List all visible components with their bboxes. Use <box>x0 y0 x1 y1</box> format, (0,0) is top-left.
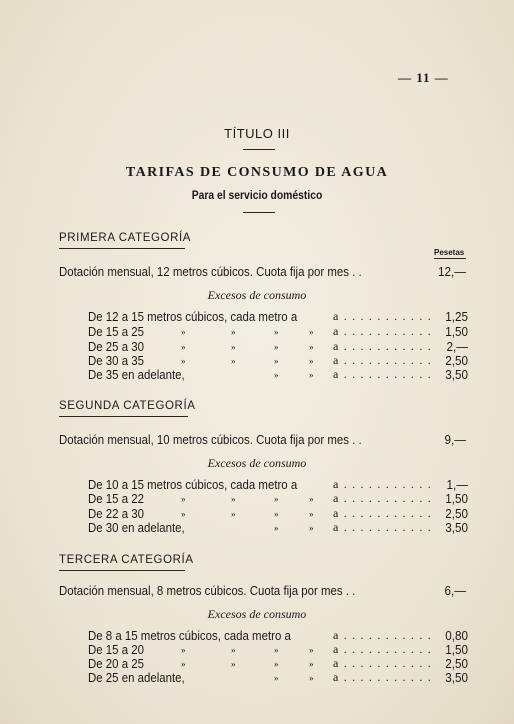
ditto-mark: » <box>274 673 279 683</box>
ditto-mark: » <box>231 342 236 352</box>
ditto-mark: » <box>231 645 236 655</box>
category-3-dotacion: Dotación mensual, 8 metros cúbicos. Cuota fija por mes . . <box>59 583 356 598</box>
ditto-mark: » <box>274 494 279 504</box>
leader-dots: a . . . . . . . . . . . <box>333 656 432 670</box>
ditto-mark: » <box>309 523 314 533</box>
ditto-mark: » <box>274 523 279 533</box>
category-2-excesos-label: Excesos de consumo <box>207 456 307 470</box>
leader-dots: a . . . . . . . . . . . <box>333 642 432 656</box>
rate-row-value: 2,50 <box>445 656 468 671</box>
rate-row-value: 1,25 <box>445 309 468 324</box>
ditto-mark: » <box>309 342 314 352</box>
rate-row-label: De 15 a 22 <box>88 491 144 506</box>
leader-dots: a . . . . . . . . . . . <box>333 506 432 520</box>
category-1-dotacion-value: 12,— <box>438 264 466 279</box>
category-3-dotacion-value: 6,— <box>444 583 466 598</box>
ditto-mark: » <box>309 370 314 380</box>
ditto-mark: » <box>309 673 314 683</box>
ditto-mark: » <box>181 494 186 504</box>
leader-dots: a . . . . . . . . . . . <box>333 491 432 505</box>
page-heading: TARIFAS DE CONSUMO DE AGUA <box>125 165 389 180</box>
title-number: TÍTULO III <box>224 126 290 141</box>
rate-row-value: 1,50 <box>445 324 468 339</box>
category-2-title: SEGUNDA CATEGORÍA <box>59 400 196 412</box>
rate-row-label: De 12 a 15 metros cúbicos, cada metro a <box>88 309 298 324</box>
category-2-underline <box>59 416 188 417</box>
rate-row-label: De 15 a 25 <box>88 324 144 339</box>
category-2-dotacion-value: 9,— <box>444 432 466 447</box>
leader-dots: a . . . . . . . . . . . <box>333 477 432 491</box>
ditto-mark: » <box>274 327 279 337</box>
page-subheading: Para el servicio doméstico <box>191 190 323 202</box>
leader-dots: a . . . . . . . . . . . <box>333 367 432 381</box>
rate-row-value: 0,80 <box>445 628 468 643</box>
ditto-mark: » <box>274 509 279 519</box>
category-1-excesos-label: Excesos de consumo <box>207 288 307 302</box>
rate-row-label: De 25 a 30 <box>88 339 144 354</box>
category-3-underline <box>59 570 185 571</box>
category-1-title: PRIMERA CATEGORÍA <box>59 232 192 244</box>
ditto-mark: » <box>274 356 279 366</box>
category-1-underline <box>59 248 185 249</box>
ditto-mark: » <box>274 370 279 380</box>
ditto-mark: » <box>274 342 279 352</box>
rate-row-label: De 25 en adelante, <box>88 670 185 685</box>
ditto-mark: » <box>274 645 279 655</box>
ditto-mark: » <box>309 327 314 337</box>
rate-row-label: De 30 en adelante, <box>88 520 185 535</box>
category-2-dotacion: Dotación mensual, 10 metros cúbicos. Cuota fija por mes . . <box>59 432 362 447</box>
category-3-title: TERCERA CATEGORÍA <box>59 554 194 566</box>
ditto-mark: » <box>274 659 279 669</box>
subheading-underline <box>243 212 275 213</box>
ditto-mark: » <box>231 494 236 504</box>
rate-row-label: De 35 en adelante, <box>88 367 185 382</box>
unit-label: Pesetas <box>434 248 465 257</box>
ditto-mark: » <box>181 659 186 669</box>
ditto-mark: » <box>231 659 236 669</box>
leader-dots: a . . . . . . . . . . . <box>333 628 432 642</box>
rate-row-value: 2,50 <box>445 506 468 521</box>
ditto-mark: » <box>309 659 314 669</box>
rate-row-value: 3,50 <box>445 520 468 535</box>
leader-dots: a . . . . . . . . . . . <box>333 339 432 353</box>
leader-dots: a . . . . . . . . . . . <box>333 670 432 684</box>
page-number: — 11 — <box>398 70 449 85</box>
category-1-dotacion: Dotación mensual, 12 metros cúbicos. Cuota fija por mes . . <box>59 264 362 279</box>
rate-row-label: De 15 a 20 <box>88 642 144 657</box>
ditto-mark: » <box>181 645 186 655</box>
rate-row-value: 3,50 <box>445 367 468 382</box>
rate-row-value: 1,50 <box>445 642 468 657</box>
rate-row-label: De 22 a 30 <box>88 506 144 521</box>
leader-dots: a . . . . . . . . . . . <box>333 309 432 323</box>
ditto-mark: » <box>181 509 186 519</box>
leader-dots: a . . . . . . . . . . . <box>333 324 432 338</box>
ditto-mark: » <box>309 645 314 655</box>
unit-underline <box>434 258 466 259</box>
rate-row-label: De 10 a 15 metros cúbicos, cada metro a <box>88 477 298 492</box>
rate-row-value: 1,50 <box>445 491 468 506</box>
ditto-mark: » <box>231 327 236 337</box>
ditto-mark: » <box>309 494 314 504</box>
leader-dots: a . . . . . . . . . . . <box>333 353 432 367</box>
rate-row-value: 3,50 <box>445 670 468 685</box>
rate-row-value: 1,— <box>446 477 468 492</box>
rate-row-value: 2,— <box>446 339 468 354</box>
title-underline <box>243 149 275 150</box>
rate-row-label: De 8 a 15 metros cúbicos, cada metro a <box>88 628 291 643</box>
ditto-mark: » <box>231 356 236 366</box>
ditto-mark: » <box>181 342 186 352</box>
ditto-mark: » <box>309 509 314 519</box>
ditto-mark: » <box>181 356 186 366</box>
ditto-mark: » <box>231 509 236 519</box>
rate-row-label: De 30 a 35 <box>88 353 144 368</box>
category-3-excesos-label: Excesos de consumo <box>207 607 307 621</box>
ditto-mark: » <box>181 327 186 337</box>
leader-dots: a . . . . . . . . . . . <box>333 520 432 534</box>
rate-row-value: 2,50 <box>445 353 468 368</box>
rate-row-label: De 20 a 25 <box>88 656 144 671</box>
ditto-mark: » <box>309 356 314 366</box>
